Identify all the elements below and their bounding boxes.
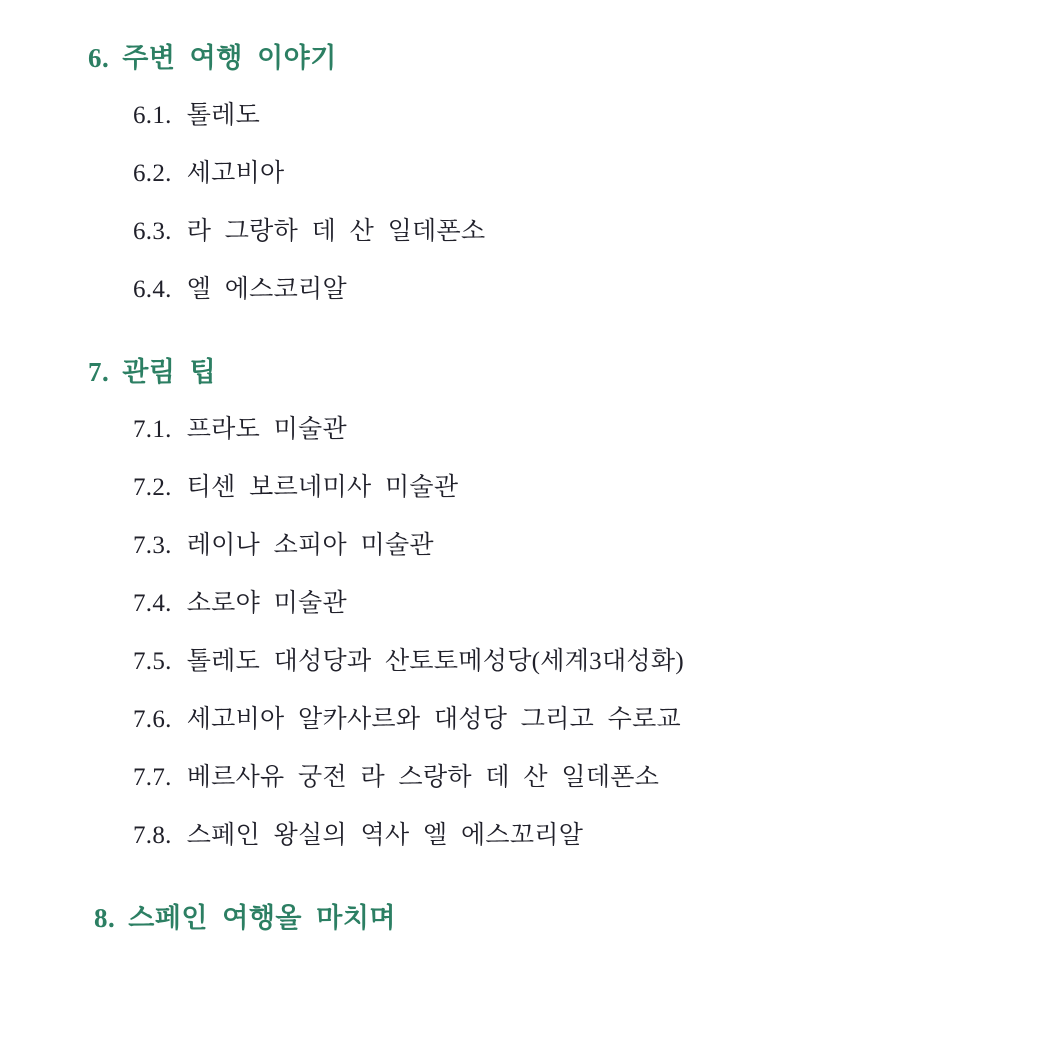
toc-item — [0, 822, 1038, 850]
toc-section-7 — [0, 358, 1038, 850]
item-label: 베르사유 궁전 라 스랑하 데 산 일데폰소 — [186, 764, 660, 791]
item-label: 스페인 왕실의 역사 엘 에스꼬리알 — [186, 822, 584, 849]
toc-item — [0, 160, 1038, 188]
section-heading — [0, 904, 1038, 932]
section-number: 7. — [88, 357, 110, 387]
toc-item — [0, 276, 1038, 304]
item-label: 라 그랑하 데 산 일데폰소 — [186, 218, 486, 245]
section-title: 관림 팁 — [122, 357, 217, 387]
toc-section-8 — [0, 904, 1038, 932]
item-label: 티센 보르네미사 미술관 — [186, 474, 459, 501]
toc-item — [0, 590, 1038, 618]
section-heading — [0, 44, 1038, 72]
item-label: 레이나 소피아 미술관 — [186, 532, 434, 559]
toc-section-6 — [0, 44, 1038, 304]
toc-item — [0, 532, 1038, 560]
item-number: 7.4. — [133, 590, 172, 617]
section-heading — [0, 358, 1038, 386]
toc-item — [0, 648, 1038, 676]
item-number: 6.1. — [133, 102, 172, 129]
section-title: 스페인 여행올 마치며 — [128, 903, 396, 933]
item-label: 엘 에스코리알 — [186, 276, 347, 303]
item-number: 7.2. — [133, 474, 172, 501]
item-label: 세고비아 — [186, 160, 285, 187]
toc-item — [0, 474, 1038, 502]
item-number: 6.2. — [133, 160, 172, 187]
item-number: 7.3. — [133, 532, 172, 559]
toc-item — [0, 706, 1038, 734]
item-number: 6.3. — [133, 218, 172, 245]
toc-item — [0, 102, 1038, 130]
item-label: 소로야 미술관 — [186, 590, 347, 617]
item-number: 7.1. — [133, 416, 172, 443]
toc-item — [0, 416, 1038, 444]
toc-item — [0, 764, 1038, 792]
section-number: 8. — [94, 903, 116, 933]
item-label: 세고비아 알카사르와 대성당 그리고 수로교 — [186, 706, 682, 733]
item-number: 7.8. — [133, 822, 172, 849]
item-label: 톨레도 대성당과 산토토메성당(세계3대성화) — [186, 648, 684, 675]
section-title: 주변 여행 이야기 — [122, 43, 337, 73]
toc-item — [0, 218, 1038, 246]
item-number: 7.6. — [133, 706, 172, 733]
item-label: 프라도 미술관 — [186, 416, 347, 443]
item-number: 7.5. — [133, 648, 172, 675]
item-label: 톨레도 — [186, 102, 261, 129]
section-number: 6. — [88, 43, 110, 73]
item-number: 7.7. — [133, 764, 172, 791]
item-number: 6.4. — [133, 276, 172, 303]
